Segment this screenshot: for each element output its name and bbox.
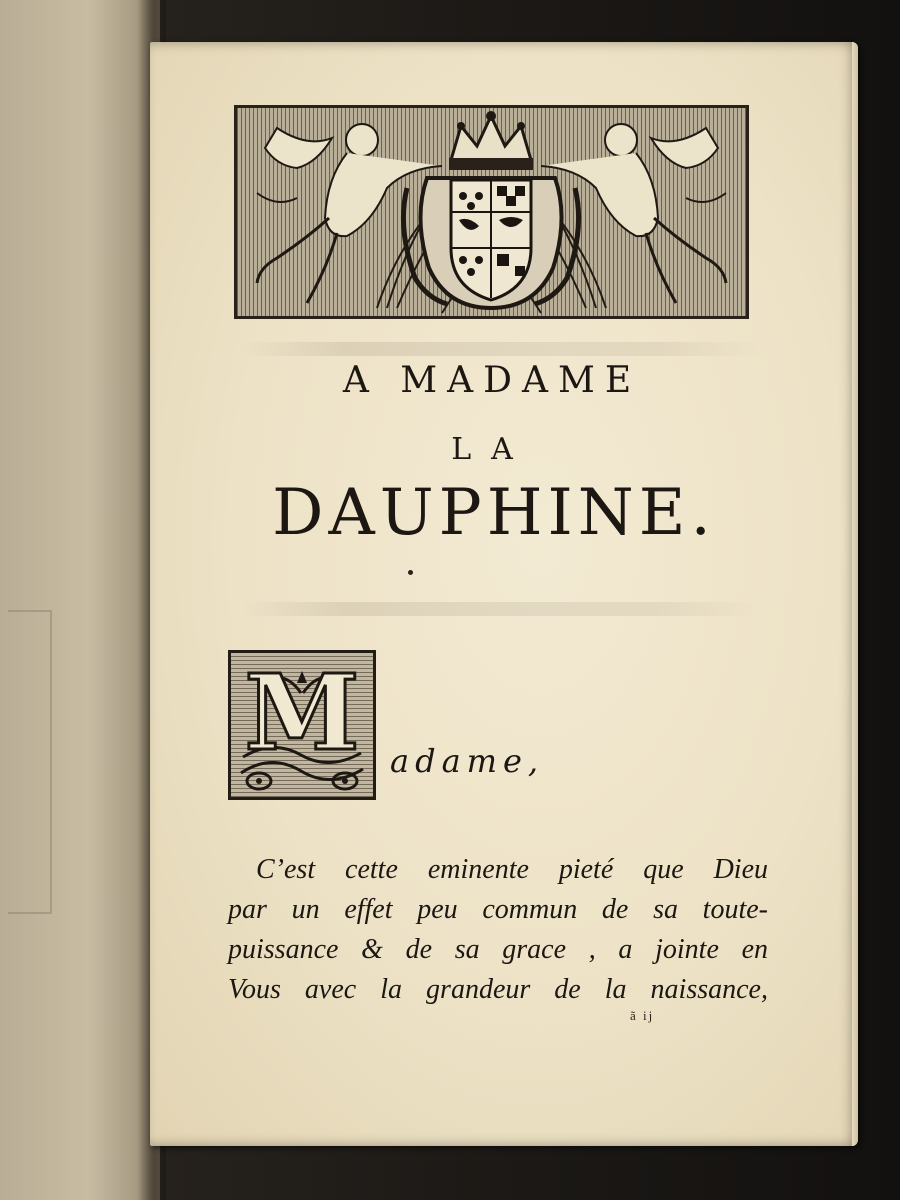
ornamental-dot (408, 570, 413, 575)
dedication-title-line-1: A MADAME (342, 360, 642, 401)
body-line: puissance & de sa grace , a jointe en (228, 934, 768, 965)
signature-mark: ã ij (630, 1008, 655, 1023)
show-through-text (240, 342, 760, 356)
crown-icon (449, 111, 533, 170)
page-edge (852, 42, 858, 1146)
ornamental-initial (228, 650, 376, 800)
body-line: Vous avec la grandeur de la naissance, (228, 974, 768, 1005)
show-through-text (240, 602, 760, 616)
coat-of-arms-icon (237, 108, 746, 316)
body-line: par un effet peu commun de sa toute- (228, 894, 768, 925)
initial-letter: M (244, 651, 360, 774)
engraved-headpiece (234, 105, 749, 319)
body-line: C’est cette eminente pieté que Dieu (256, 854, 768, 885)
left-facing-page (0, 0, 160, 1200)
dedication-title-line-3: DAUPHINE. (272, 476, 716, 550)
dedication-body (228, 850, 768, 1010)
dedication-title-line-2: LA (451, 432, 533, 467)
salutation: adame, (390, 742, 545, 780)
show-through-frame (8, 610, 52, 914)
right-page (150, 42, 858, 1146)
